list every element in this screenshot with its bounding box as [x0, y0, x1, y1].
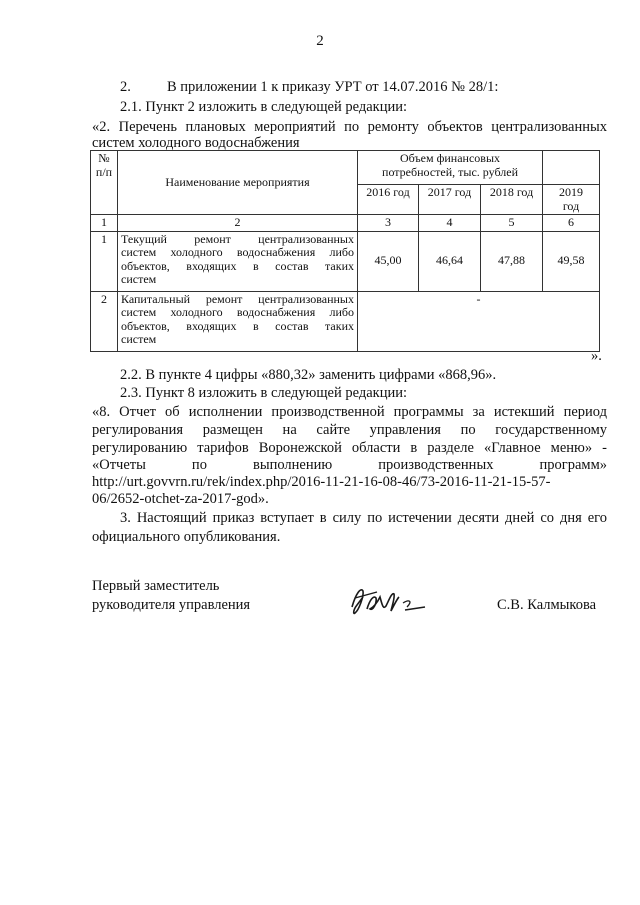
- item-2-text: В приложении 1 к приказу УРТ от 14.07.2016 № 28/1:: [167, 79, 499, 95]
- header-blank-cell: [543, 151, 600, 185]
- page-number: 2: [316, 33, 324, 49]
- header-year-2017: 2017 год: [419, 185, 481, 215]
- header-year-2016: 2016 год: [358, 185, 419, 215]
- signer-title-line-2: руководителя управления: [92, 597, 251, 613]
- table-header-row: [91, 151, 600, 185]
- point-8-link-line-1: http://urt.govvrn.ru/rek/index.php/2016-11-21-16-08-46/73-2016-11-21-15-57-: [92, 474, 551, 490]
- signer-title-line-1: Первый заместитель: [92, 578, 220, 594]
- item-2-number: 2.: [120, 79, 131, 95]
- index-cell: 4: [419, 215, 481, 232]
- point-8-line-4: «Отчеты по выполнению производственных программ»: [92, 457, 607, 473]
- header-year-2019: 2019 год: [543, 185, 600, 215]
- value-2019: 49,58: [543, 231, 600, 291]
- index-cell: 6: [543, 215, 600, 232]
- index-cell: 1: [91, 215, 118, 232]
- handwritten-signature-icon: [349, 583, 429, 624]
- item-2-3: 2.3. Пункт 8 изложить в следующей редакции:: [120, 385, 408, 401]
- header-name: Наименование мероприятия: [118, 151, 358, 215]
- row-name: Капитальный ремонт централизованных систем холодного водоснабжения либо объектов, входящих в состав таких систем: [118, 291, 358, 351]
- item-3-line-1: 3. Настоящий приказ вступает в силу по истечении десяти дней со дня его: [120, 510, 607, 526]
- header-financing: Объем финансовых потребностей, тыс. рублей: [358, 151, 543, 185]
- index-cell: 5: [481, 215, 543, 232]
- point-8-link-line-2: 06/2652-otchet-za-2017-god».: [92, 491, 269, 507]
- index-cell: 3: [358, 215, 419, 232]
- table-index-row: [91, 215, 600, 232]
- point-2-heading-line-1: «2. Перечень плановых мероприятий по ремонту объектов централизованных: [92, 119, 607, 135]
- value-2018: 47,88: [481, 231, 543, 291]
- table-row: [91, 231, 600, 291]
- closing-quote: ».: [591, 348, 602, 364]
- row-name: Текущий ремонт централизованных систем холодного водоснабжения либо объектов, входящих в состав таких систем: [118, 231, 358, 291]
- value-2017: 46,64: [419, 231, 481, 291]
- plan-measures-table: [90, 150, 600, 352]
- point-8-line-2: регулирования размещен на сайте управления по государственному: [92, 422, 607, 438]
- table-row: [91, 291, 600, 351]
- item-2-1: 2.1. Пункт 2 изложить в следующей редакции:: [120, 99, 408, 115]
- signer-name: С.В. Калмыкова: [497, 597, 597, 613]
- item-2-2: 2.2. В пункте 4 цифры «880,32» заменить цифрами «868,96».: [120, 367, 497, 383]
- point-8-line-1: «8. Отчет об исполнении производственной программы за истекший период: [92, 404, 607, 420]
- row-number: 1: [91, 231, 118, 291]
- point-2-heading-line-2: систем холодного водоснабжения: [92, 135, 300, 151]
- value-2016: 45,00: [358, 231, 419, 291]
- row-number: 2: [91, 291, 118, 351]
- index-cell: 2: [118, 215, 358, 232]
- values-dash: -: [358, 291, 600, 351]
- item-3-line-2: официального опубликования.: [92, 529, 281, 545]
- header-number: № п/п: [91, 151, 118, 215]
- point-8-line-3: регулированию тарифов Воронежской области в разделе «Главное меню» -: [92, 440, 607, 456]
- header-year-2018: 2018 год: [481, 185, 543, 215]
